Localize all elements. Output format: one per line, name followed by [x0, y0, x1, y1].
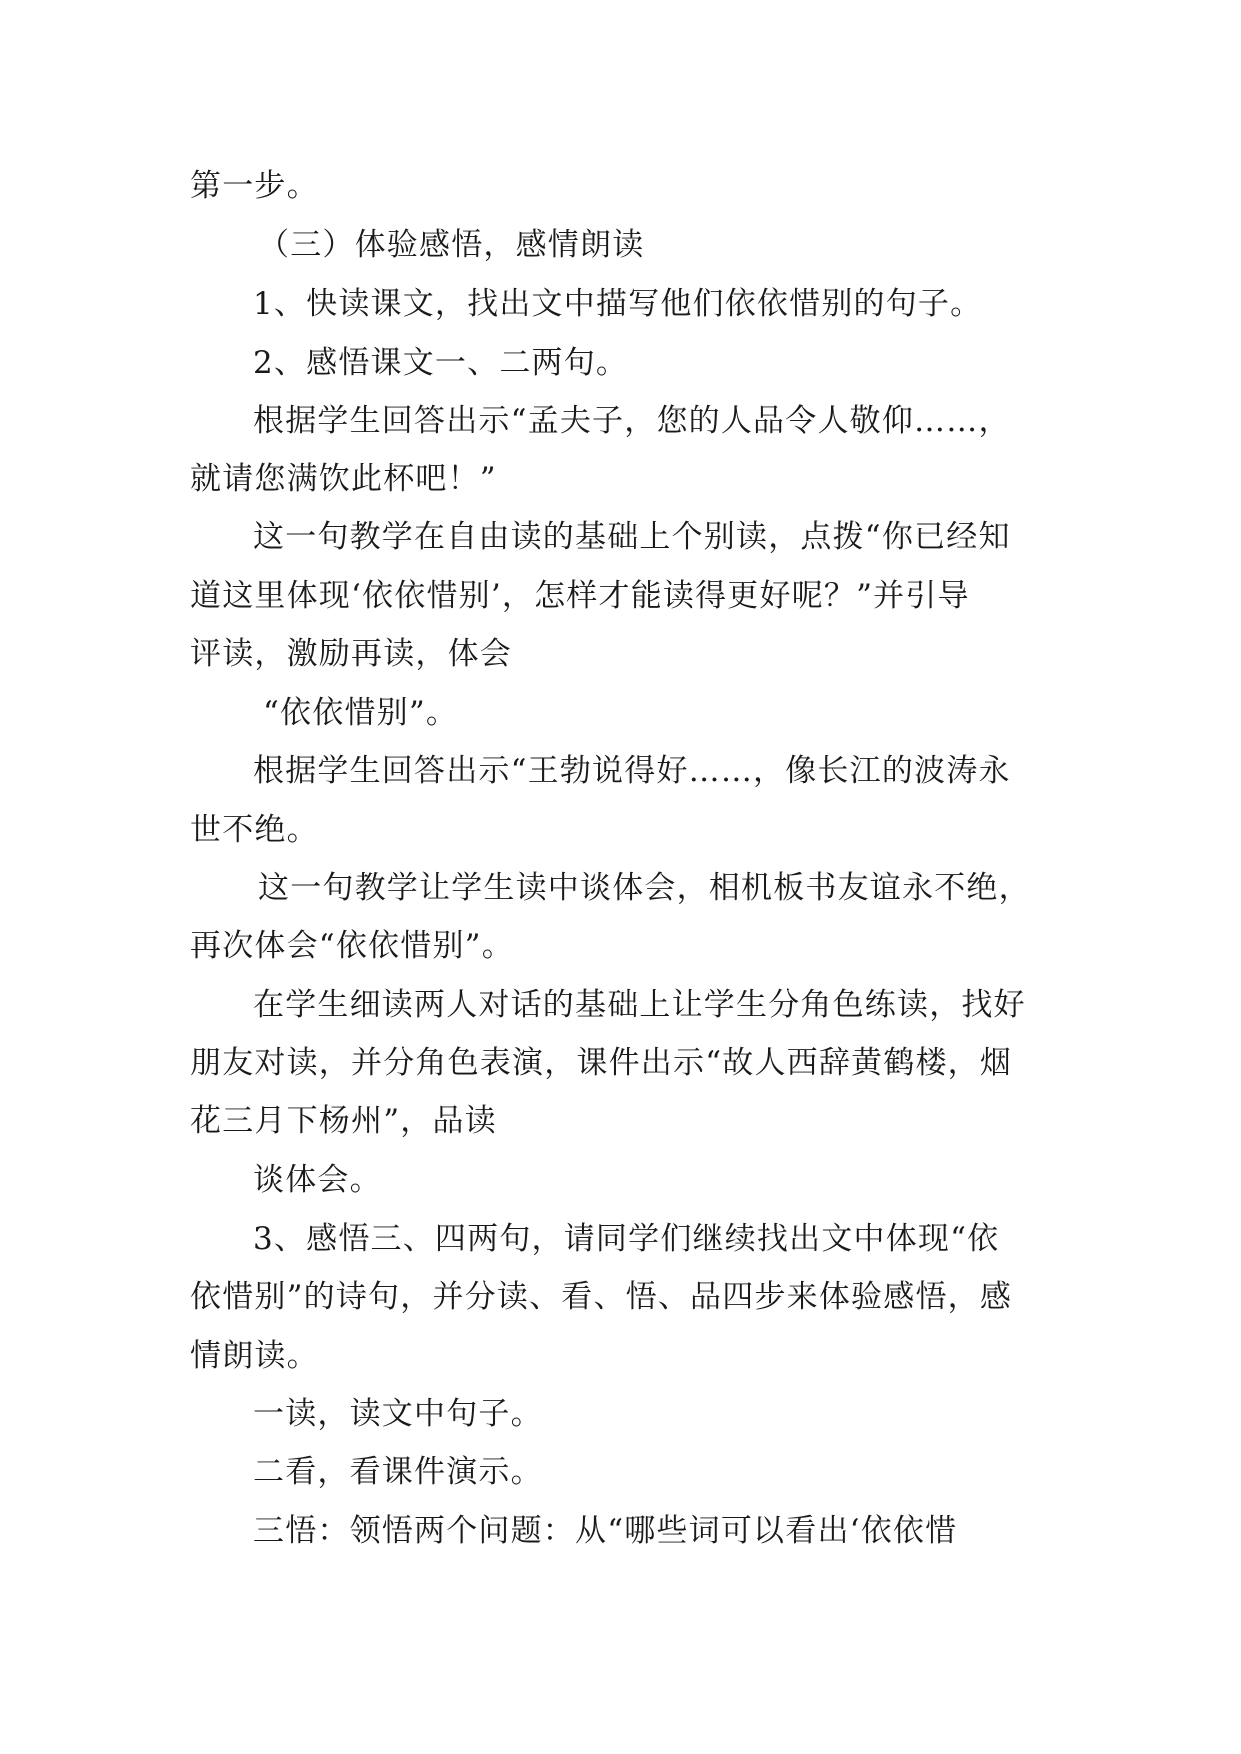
text-line: 道这里体现‘依依惜别’，怎样才能读得更好呢？”并引导: [190, 578, 970, 614]
text-line: 3、感悟三、四两句，请同学们继续找出文中体现“依: [253, 1221, 1000, 1257]
text-line: 第一步。: [190, 168, 319, 204]
text-line: 根据学生回答出示“孟夫子，您的人品令人敬仰……，: [253, 403, 1011, 439]
text-line: 二看，看课件演示。: [253, 1454, 543, 1490]
text-line: “依依惜别”。: [263, 695, 459, 731]
text-line: 这一句教学让学生读中谈体会，相机板书友谊永不绝，: [258, 870, 1031, 906]
text-line: 再次体会“依依惜别”。: [190, 928, 514, 964]
text-line: 花三月下杨州”，品读: [190, 1103, 497, 1139]
text-line: 三悟：领悟两个问题：从“哪些词可以看出‘依依惜: [253, 1513, 958, 1549]
text-line: 这一句教学在自由读的基础上个别读，点拨“你已经知: [253, 519, 1011, 555]
text-line: 世不绝。: [190, 812, 319, 848]
text-line: 情朗读。: [190, 1338, 319, 1374]
text-line: 评读，激励再读，体会: [190, 636, 512, 672]
text-line: 2、感悟课文一、二两句。: [253, 345, 629, 381]
text-line: 谈体会。: [253, 1162, 382, 1198]
text-line: 就请您满饮此杯吧！”: [190, 461, 497, 497]
text-line: 朋友对读，并分角色表演，课件出示“故人西辞黄鹤楼，烟: [190, 1045, 1013, 1081]
text-line: 1、快读课文，找出文中描写他们依依惜别的句子。: [253, 286, 983, 322]
text-line: 依惜别”的诗句，并分读、看、悟、品四步来体验感悟，感: [190, 1279, 1013, 1315]
section-heading: （三）体验感悟，感情朗读: [258, 227, 645, 263]
text-line: 根据学生回答出示“王勃说得好……，像长江的波涛永: [253, 753, 1011, 789]
text-line: 一读，读文中句子。: [253, 1396, 543, 1432]
text-line: 在学生细读两人对话的基础上让学生分角色练读，找好: [253, 987, 1026, 1023]
